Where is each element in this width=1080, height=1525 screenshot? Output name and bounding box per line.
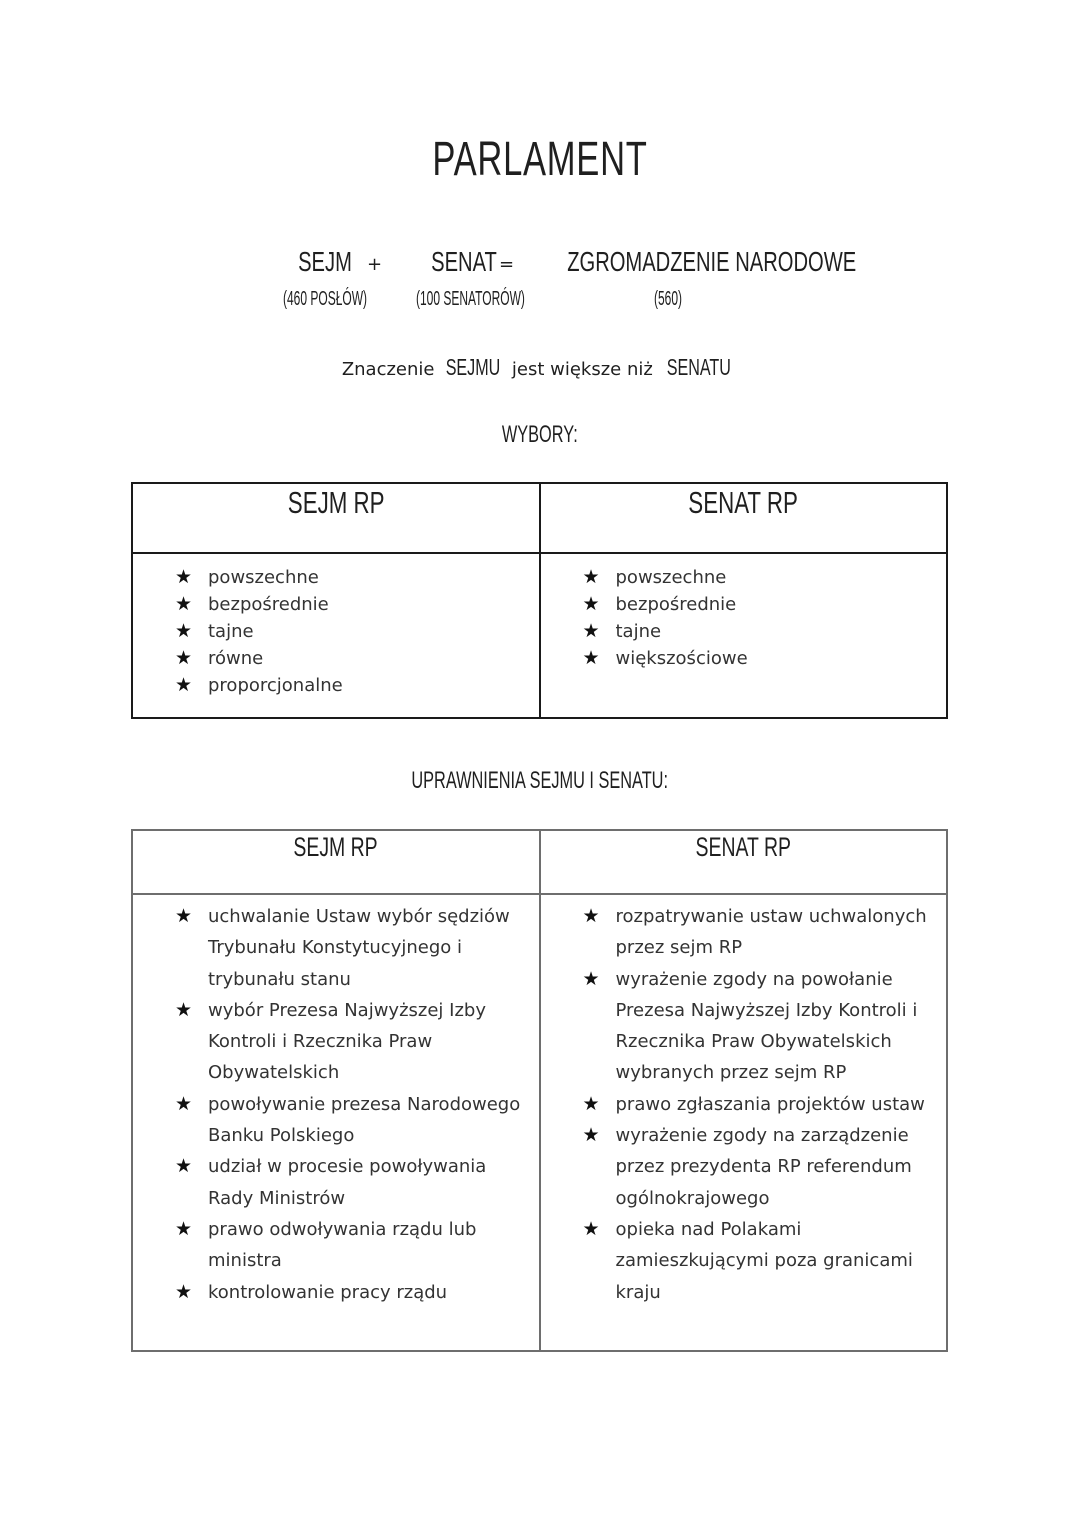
equals-sign: =	[499, 254, 515, 275]
uprawnienia-senat-cell	[540, 894, 948, 1351]
wybory-senat-item: ★ większościowe	[542, 645, 946, 672]
note-sejmu: SEJMU	[445, 354, 501, 380]
uprawnienia-table	[131, 829, 948, 1352]
wybory-senat-header: SENAT RP	[540, 483, 948, 553]
uprawnienia-sejm-header: SEJM RP	[132, 830, 540, 894]
wybory-sejm-item: ★ bezpośrednie	[134, 591, 538, 618]
wybory-senat-cell	[540, 553, 948, 718]
wybory-sejm-item: ★ proporcjonalne	[134, 672, 538, 699]
uprawnienia-sejm-item: ★ wybór Prezesa Najwyższej Izby Kontroli i Rzecznika Praw Obywatelskich	[134, 995, 538, 1089]
uprawnienia-sejm-item: ★ udział w procesie powoływania Rady Ministrów	[134, 1151, 538, 1214]
sejm-count: (460 POSŁÓW)	[283, 288, 368, 310]
note-prefix: Znaczenie	[341, 359, 435, 380]
uprawnienia-sejm-cell	[132, 894, 540, 1351]
zgromadzenie-label: ZGROMADZENIE NARODOWE	[567, 246, 857, 277]
uprawnienia-senat-item: ★ wyrażenie zgody na zarządzenie przez prezydenta RP referendum ogólnokrajowego	[542, 1120, 946, 1214]
uprawnienia-sejm-item: ★ powoływanie prezesa Narodowego Banku Polskiego	[134, 1089, 538, 1152]
note-senatu: SENATU	[666, 354, 731, 380]
wybory-sejm-header: SEJM RP	[132, 483, 540, 553]
zgromadzenie-count: (560)	[653, 288, 683, 310]
uprawnienia-sejm-item: ★ kontrolowanie pracy rządu	[134, 1277, 538, 1308]
uprawnienia-heading: UPRAWNIENIA SEJMU I SENATU:	[411, 767, 669, 794]
wybory-sejm-item: ★ równe	[134, 645, 538, 672]
zgromadzenie-term	[528, 246, 857, 311]
page-title: PARLAMENT	[432, 133, 648, 186]
wybory-sejm-item: ★ powszechne	[134, 564, 538, 591]
wybory-table	[131, 482, 948, 719]
sejm-label: SEJM	[298, 246, 352, 277]
uprawnienia-sejm-item: ★ uchwalanie Ustaw wybór sędziów Trybunału Konstytucyjnego i trybunału stanu	[134, 901, 538, 995]
senat-count: (100 SENATORÓW)	[416, 288, 525, 310]
uprawnienia-senat-item: ★ rozpatrywanie ustaw uchwalonych przez sejm RP	[542, 901, 946, 964]
note-middle: jest większe niż	[511, 359, 653, 380]
uprawnienia-senat-item: ★ wyrażenie zgody na powołanie Prezesa Najwyższej Izby Kontroli i Rzecznika Praw Obywatelskich wybranych przez sejm RP	[542, 964, 946, 1089]
uprawnienia-senat-header: SENAT RP	[540, 830, 948, 894]
wybory-heading: WYBORY:	[502, 421, 578, 448]
wybory-senat-item: ★ tajne	[542, 618, 946, 645]
wybory-senat-item: ★ powszechne	[542, 564, 946, 591]
uprawnienia-senat-item: ★ opieka nad Polakami zamieszkującymi poza granicami kraju	[542, 1214, 946, 1308]
wybory-senat-item: ★ bezpośrednie	[542, 591, 946, 618]
senat-term	[384, 246, 544, 311]
uprawnienia-senat-item: ★ prawo zgłaszania projektów ustaw	[542, 1089, 946, 1120]
uprawnienia-sejm-item: ★ prawo odwoływania rządu lub ministra	[134, 1214, 538, 1277]
plus-sign: +	[367, 254, 383, 275]
wybory-sejm-item: ★ tajne	[134, 618, 538, 645]
wybory-sejm-cell	[132, 553, 540, 718]
importance-note	[0, 354, 1080, 381]
senat-label: SENAT	[431, 246, 497, 277]
